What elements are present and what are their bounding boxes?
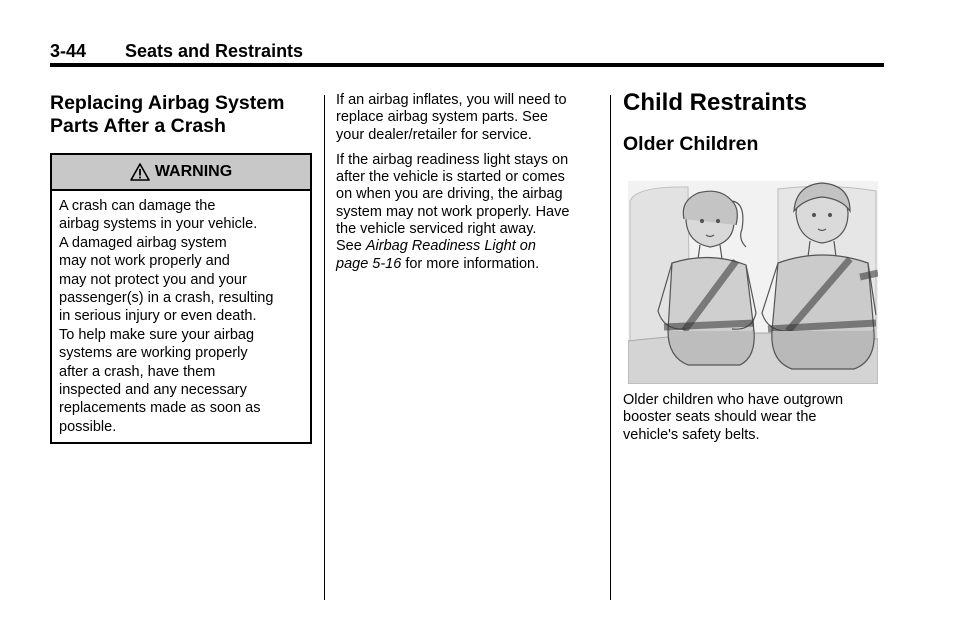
readiness-light-paragraph: If the airbag readiness light stays on after the vehicle is started or comes on when you are driving, the airbag system may not work properly. Have the vehicle serviced right away. See Airbag Readiness Light on page 5-16 for more information. <box>336 151 570 272</box>
header-rule <box>50 63 884 67</box>
page-number: 3-44 <box>50 41 87 61</box>
warning-header <box>52 155 310 191</box>
airbag-inflate-paragraph: If an airbag inflates, you will need to replace airbag system parts. See your dealer/retailer for service. <box>336 92 567 143</box>
warning-triangle-icon <box>130 163 150 181</box>
cross-reference-link[interactable]: Airbag Readiness Light on <box>365 238 536 255</box>
warning-box <box>50 153 312 444</box>
left-column <box>50 92 312 444</box>
illustration-caption: Older children who have outgrown booster seats should wear the vehicle's safety belts. <box>623 392 844 443</box>
right-column <box>623 88 885 443</box>
section-title: Seats and Restraints <box>125 41 304 61</box>
warning-title: WARNING <box>154 163 233 180</box>
page-header <box>50 39 884 67</box>
child-restraints-heading: Child Restraints <box>623 89 808 116</box>
column-divider-2 <box>610 95 611 600</box>
cross-reference-page[interactable]: page 5-16 <box>336 255 402 272</box>
airbag-replacement-heading: Replacing Airbag System Parts After a Crash <box>50 92 285 137</box>
middle-column <box>336 92 598 281</box>
older-children-seat-belts-illustration <box>628 181 878 384</box>
column-divider-1 <box>324 95 325 600</box>
older-children-heading: Older Children <box>623 133 759 155</box>
warning-text: A crash can damage the airbag systems in your vehicle. A damaged airbag system may not work properly and may not protect you and your passenger(s) in a crash, resulting in serious injury or even death. To help make sure your airbag systems are working properly after a crash, have them inspected and any necessary replacements made as soon as possible. <box>59 198 274 435</box>
